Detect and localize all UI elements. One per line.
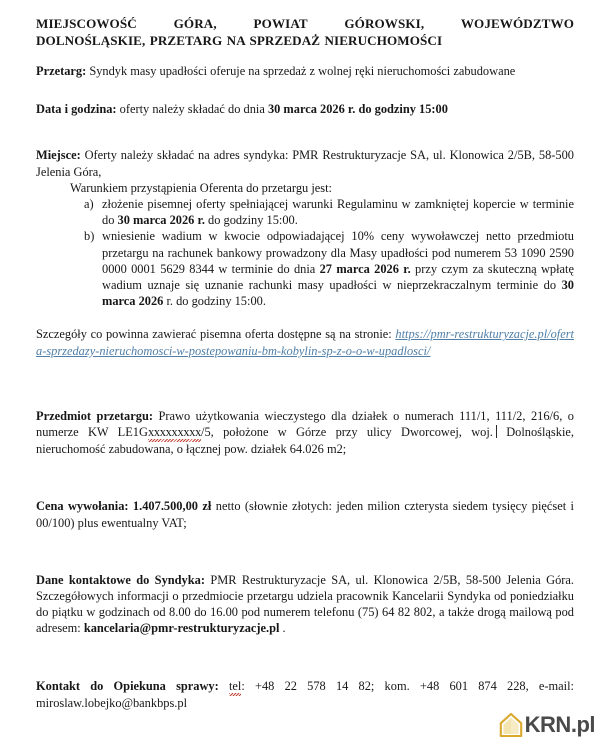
paragraph-cena-wywolania [36,498,574,530]
paragraph-szczegoly [36,326,574,358]
spacer [36,92,574,101]
text-szczegoly: Szczegóły co powinna zawierać pisemna oferta dostępne są na stronie: [36,327,396,342]
spacer [36,470,574,498]
list-item-text-part-2: do godziny 15:00. [204,213,298,228]
offer-details-link[interactable]: https://pmr-restrukturyzacje.pl/oferta-sprzedazy-nieruchomosci-w-postepowaniu-bm-kobylin-sp-z-o-o-w-upadlosci/ [36,327,574,358]
paragraph-przetarg [36,63,574,79]
list-item [36,196,574,228]
text-przedmiot-part-2: /5, położone w Górze przy ulicy Dworcowej, woj. [201,425,493,440]
misspelled-word-tel: tel [229,678,241,695]
paragraph-dane-kontaktowe [36,572,574,637]
value-syndyk-email: kancelaria@pmr-restrukturyzacje.pl [83,621,280,636]
page-title-line-2: DOLNOŚLĄSKIE, PRZETARG NA SPRZEDAŻ NIERUCHOMOŚCI [36,32,443,48]
spacer [36,372,574,408]
value-deadline-date: 30 marca 2026 r. do godziny 15:00 [267,102,448,117]
list-item-bold-date-1: 30 marca 2026 r. [117,213,205,228]
text-dane-kontaktowe: PMR Restrukturyzacje SA, ul. Klonowica 2/5B, 58-500 Jelenia Góra. Szczegółowych informacji o przedmiocie przetargu udziela pracownik Kancelarii Syndyka od poniedziałku do piątku w godzinach od 8.00 do 16.00 pod numerem telefonu (75) 64 82 802, a także drogą mailową pod adresem: [36,572,574,636]
text-dane-kontaktowe-end: . [279,621,286,636]
document-body [36,16,574,724]
text-kontakt-opiekun-phones: : +48 22 578 14 82; kom. +48 601 874 228, e-mail: [241,678,574,693]
list-marker: b) [84,229,95,244]
page-title-line-1: MIEJSCOWOŚĆ GÓRA, POWIAT GÓROWSKI, WOJEWÓDZTWO [36,16,574,31]
label-kontakt-opiekun: Kontakt do Opiekuna sprawy: [36,678,219,693]
label-przedmiot-przetargu: Przedmiot przetargu: [36,408,153,423]
paragraph-przedmiot-przetargu [36,408,574,458]
text-data-godzina: oferty należy składać do dnia [116,102,268,117]
text-przedmiot-part-1: Prawo użytkowania wieczystego dla działek o numerach 111/1, 111/2, 216/6, o numerze KW LE1G [36,408,574,440]
list-item-text-part-1: złożenie pisemnej oferty spełniającej warunki Regulaminu w zamkniętej kopercie w terminie do [102,197,574,228]
krn-logo[interactable] [499,710,595,740]
value-cena-wywolania: 1.407.500,00 zł [128,499,212,514]
label-data-godzina: Data i godzina: [36,102,117,117]
text-przetarg: Syndyk masy upadłości oferuje na sprzedaż z wolnej ręki nieruchomości zabudowane [86,64,516,78]
spacer [36,544,574,572]
text-miejsce: Oferty należy składać na adres syndyka: PMR Restrukturyzacje SA, ul. Klonowica 2/5B, 58-500 Jelenia Góra, [36,148,574,179]
text-cena-wywolania: netto (słownie złotych: jeden milion czterysta siedem tysięcy pięćset i 00/100) plus ewentualny VAT; [36,499,574,530]
paragraph-kontakt-opiekun [36,678,574,711]
conditions-list [36,196,574,309]
paragraph-data-godzina [36,101,574,117]
page-title [36,16,574,49]
spacer [36,650,574,678]
krn-logo-text-suffix: .pl [570,712,595,737]
list-item-bold-date-1: 27 marca 2026 r. [319,261,411,276]
paragraph-miejsce [36,147,574,179]
label-cena-wywolania: Cena wywołania: [36,499,129,514]
krn-logo-text-main: KRN [524,712,571,737]
house-icon [499,712,523,738]
krn-logo-text [525,714,595,736]
list-item-text-part-2: przy czym za skuteczną wpłatę wadium uznaje się uznanie rachunki masy upadłości w nieprzekraczalnym terminie do [102,261,574,293]
spacer [36,309,574,326]
list-item [36,228,574,309]
label-przetarg: Przetarg: [36,64,87,78]
spacer [36,130,574,147]
list-item-text-part-1: wniesienie wadium w kwocie odpowiadającej 10% ceny wywoławczej netto przedmiotu przetargu na rachunek bankowy prowadzony dla Masy upadłości pod numerem 53 1090 2590 0000 0001 5629 8344 w terminie do dnia [102,229,574,276]
label-miejsce: Miejsce: [36,148,81,163]
text-warunek-przystapienia: Warunkiem przystąpienia Oferenta do przetargu jest: [70,180,332,195]
list-marker: a) [84,197,94,212]
text-kontakt-opiekun-email: miroslaw.lobejko@bankbps.pl [36,695,188,710]
redacted-kw-number: xxxxxxxxx [148,424,201,441]
list-item-text-part-3: r. do godziny 15:00. [163,294,266,309]
text-przedmiot-part-3: Dolnośląskie, nieruchomość zabudowana, o łącznej pow. działek 64.026 m2; [36,425,574,457]
list-item-bold-date-2: 30 marca 2026 [102,278,574,309]
label-dane-kontaktowe: Dane kontaktowe do Syndyka: [36,572,205,587]
